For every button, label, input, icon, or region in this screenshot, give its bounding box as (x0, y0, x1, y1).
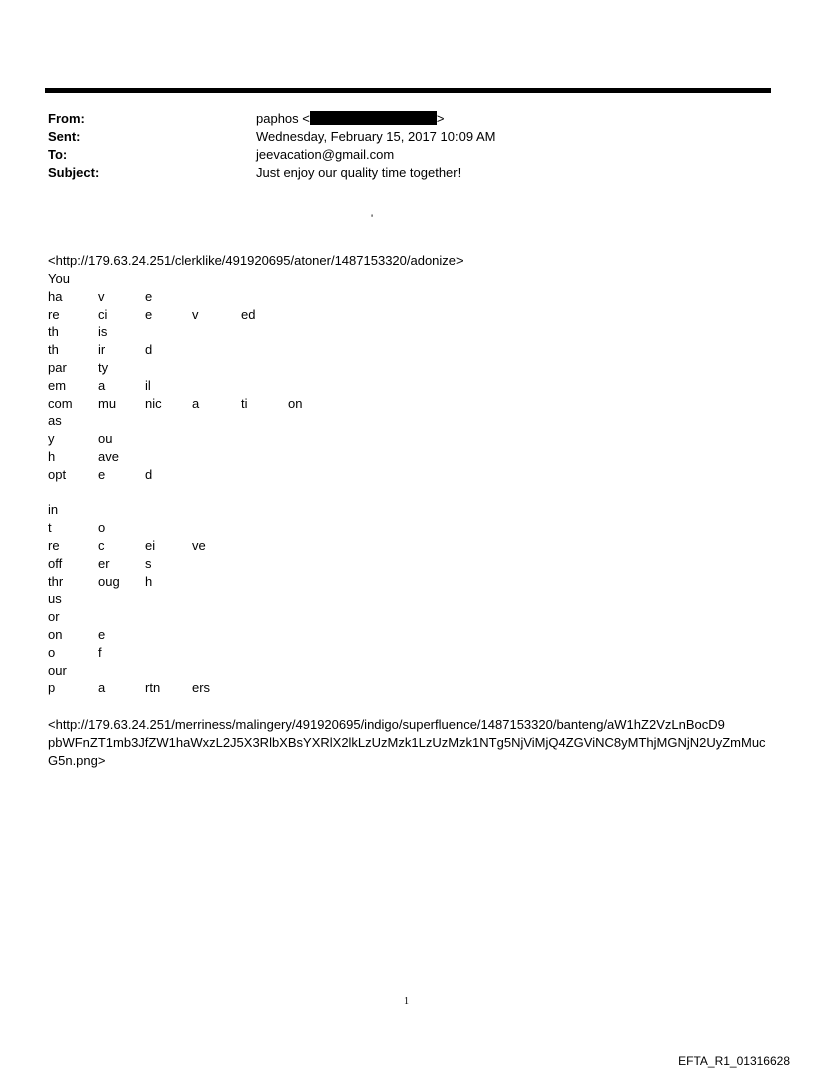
body-fragment: opt (48, 466, 67, 482)
body-fragment: e (145, 306, 153, 322)
body-fragment: ha (48, 288, 63, 304)
body-fragment: our (48, 662, 67, 678)
body-fragment: rtn (145, 680, 161, 696)
body-fragment: t (48, 520, 52, 536)
page-number: 1 (404, 996, 409, 1007)
body-fragment: com (48, 395, 73, 411)
body-fragment: h (48, 448, 56, 464)
body-fragment: th (48, 342, 59, 358)
body-fragment: h (145, 573, 153, 589)
from-prefix: paphos < (256, 111, 310, 126)
header-rule (45, 88, 771, 93)
body-fragment: off (48, 555, 63, 571)
image-link-line-3[interactable]: G5n.png> (48, 753, 106, 768)
body-fragment: ers (192, 680, 211, 696)
body-fragment: o (98, 520, 106, 536)
from-suffix: > (436, 111, 445, 126)
body-fragment: ou (98, 431, 113, 447)
body-fragment: o (48, 644, 56, 660)
body-fragment: thr (48, 573, 64, 589)
image-link-line-1[interactable]: <http://179.63.24.251/merriness/malingery/491920695/indigo/superfluence/1487153320/banteng/aW1hZ2VzLnBocD9 (48, 717, 725, 732)
body-fragment: ve (192, 537, 206, 553)
stray-mark: ' (371, 213, 374, 225)
body-fragment: em (48, 377, 67, 393)
subject-label: Subject: (48, 165, 100, 180)
body-fragment: on (48, 626, 63, 642)
body-fragment: v (98, 288, 105, 304)
body-fragment: ty (98, 359, 109, 375)
body-fragment: f (98, 644, 102, 660)
body-fragment: re (48, 537, 60, 553)
from-label: From: (48, 111, 85, 126)
body-fragment: par (48, 359, 67, 375)
sent-value: Wednesday, February 15, 2017 10:09 AM (256, 129, 496, 144)
to-value: jeevacation@gmail.com (256, 147, 395, 162)
body-fragment: y (48, 431, 55, 447)
body-fragment: a (98, 680, 106, 696)
body-fragment: e (98, 626, 106, 642)
body-fragment: You (48, 271, 70, 286)
body-fragment: ei (145, 537, 156, 553)
body-fragment: th (48, 324, 59, 340)
redaction-box (310, 111, 437, 125)
body-fragment: v (192, 306, 199, 322)
body-fragment: ave (98, 448, 119, 464)
body-fragment: ed (241, 306, 256, 322)
to-label: To: (48, 147, 68, 162)
body-fragment: ci (98, 306, 108, 322)
document-id: EFTA_R1_01316628 (678, 1054, 790, 1068)
tracking-link[interactable]: <http://179.63.24.251/clerklike/491920695/atoner/1487153320/adonize> (48, 253, 464, 268)
image-link-line-2[interactable]: pbWFnZT1mb3JfZW1haWxzL2J5X3RlbXBsYXRlX2lkLzUzMzk1LzUzMzk1NTg5NjViMjQ4ZGViNC8yMThjMGNjN2UyZmMuc (48, 735, 766, 750)
sent-label: Sent: (48, 129, 81, 144)
body-fragment: is (98, 324, 108, 340)
body-fragment: e (145, 288, 153, 304)
subject-value: Just enjoy our quality time together! (256, 165, 462, 180)
body-fragment: on (288, 395, 303, 411)
body-fragment: us (48, 591, 62, 607)
body-fragment: er (98, 555, 110, 571)
body-fragment: a (98, 377, 106, 393)
body-fragment: ti (241, 395, 248, 411)
body-fragment: oug (98, 573, 120, 589)
body-fragment: d (145, 342, 153, 358)
body-fragment: il (145, 377, 151, 393)
body-fragment: ir (98, 342, 106, 358)
body-fragment: d (145, 466, 153, 482)
body-fragment: c (98, 537, 105, 553)
body-fragment: in (48, 502, 59, 518)
body-fragment: as (48, 413, 62, 429)
body-fragment: s (145, 555, 152, 571)
body-fragment: mu (98, 395, 117, 411)
body-fragment: re (48, 306, 60, 322)
body-fragment: e (98, 466, 106, 482)
body-fragment: nic (145, 395, 162, 411)
body-fragment: or (48, 609, 60, 625)
from-value (256, 110, 444, 128)
body-fragment: a (192, 395, 200, 411)
body-fragment: p (48, 680, 56, 696)
